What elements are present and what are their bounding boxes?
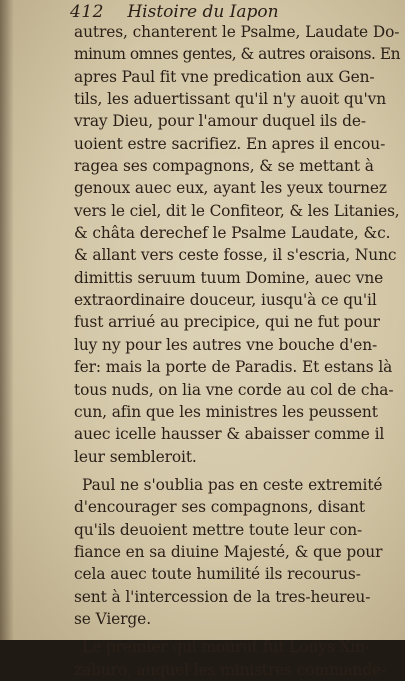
text-line: fust arriué au precipice, qui ne fut pour	[74, 313, 380, 332]
text-line: leur sembleroit.	[74, 447, 197, 466]
text-line: & châta derechef le Psalme Laudate, &c.	[74, 224, 391, 243]
text-line: cela auec toute humilité ils recourus-	[74, 565, 361, 584]
text-line: d'encourager ses compagnons, disant	[74, 498, 366, 517]
gutter-shadow	[0, 0, 14, 640]
text-line: auec icelle hausser & abaisser comme il	[74, 425, 385, 444]
text-line: autres, chanterent le Psalme, Laudate Do-	[74, 23, 400, 41]
text-line: vers le ciel, dit le Confiteor, & les Litanies,	[74, 201, 400, 220]
text-line: tils, les aduertissant qu'il n'y auoit qu'vn	[74, 90, 387, 109]
text-line: zaburo, auquel les ministres commande-	[74, 660, 387, 679]
paragraph-3	[74, 636, 400, 681]
text-line: genoux auec eux, ayant les yeux tournez	[74, 179, 387, 198]
text-line: minum omnes gentes, & autres oraisons. En	[74, 45, 400, 64]
text-line: vray Dieu, pour l'amour duquel ils de-	[74, 112, 366, 131]
text-line: uoient estre sacrifiez. En apres il encou-	[74, 134, 386, 153]
page-body	[74, 21, 400, 681]
text-line: cun, afin que les ministres les peussent	[74, 402, 378, 421]
text-line: ragea ses compagnons, & se mettant à	[74, 157, 374, 176]
text-line: extraordinaire douceur, iusqu'à ce qu'il	[74, 291, 377, 310]
text-line: qu'ils deuoient mettre toute leur con-	[74, 520, 363, 539]
text-line: sent à l'intercession de la tres-heureu-	[74, 587, 371, 606]
text-line: dimittis seruum tuum Domine, auec vne	[74, 268, 384, 287]
text-line: apres Paul fit vne predication aux Gen-	[74, 67, 375, 86]
page-header	[70, 2, 400, 22]
text-line: fer: mais la porte de Paradis. Et estans là	[74, 358, 393, 377]
text-line: luy ny pour les autres vne bouche d'en-	[74, 335, 378, 354]
text-line: tous nuds, on lia vne corde au col de cha-	[74, 380, 394, 399]
text-line: se Vierge.	[74, 609, 151, 628]
text-line: Le premier qui mourut fut Louys Xin-	[82, 638, 371, 657]
paragraph-1	[74, 21, 400, 468]
page-number: 412	[70, 2, 104, 22]
running-title: Histoire du Iapon	[127, 2, 279, 22]
text-line: Paul ne s'oublia pas en ceste extremité	[82, 475, 383, 494]
text-line: & allant vers ceste fosse, il s'escria, Nunc	[74, 246, 397, 265]
paragraph-2	[74, 474, 400, 630]
text-line: fiance en sa diuine Majesté, & que pour	[74, 542, 383, 561]
